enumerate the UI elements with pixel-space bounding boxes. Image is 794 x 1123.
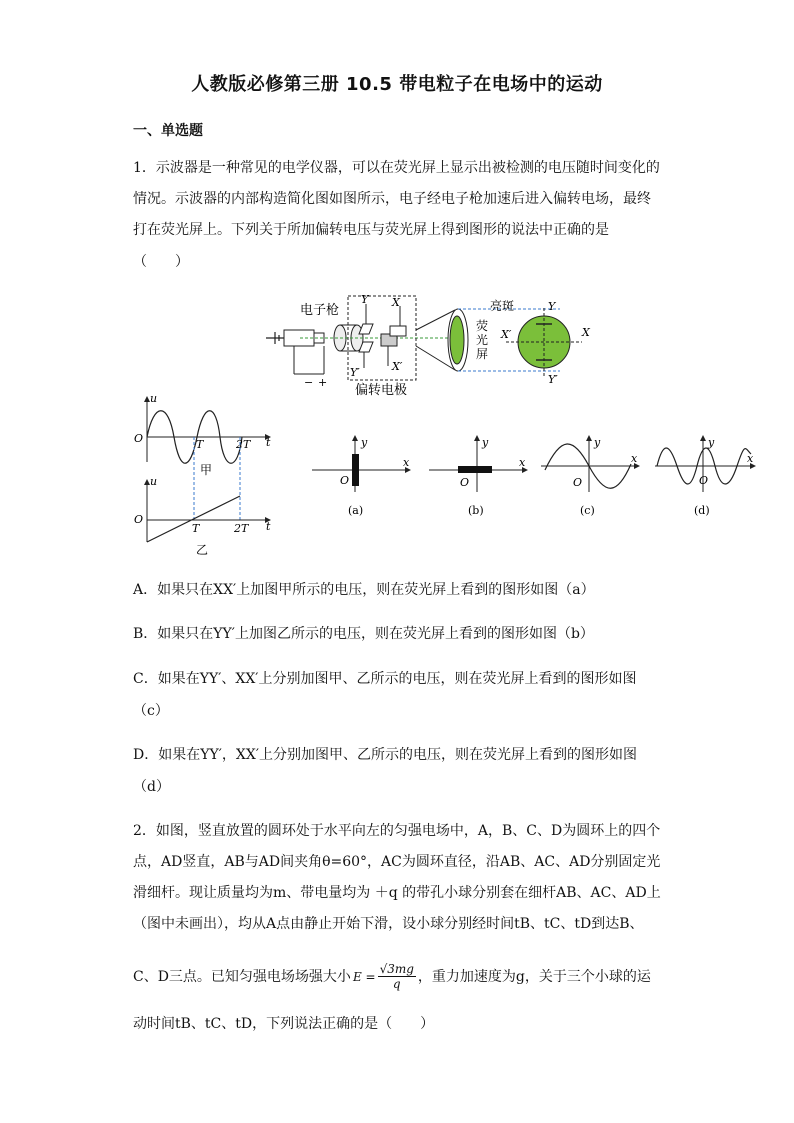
svg-text:X′: X′	[501, 328, 512, 341]
svg-text:x: x	[403, 456, 410, 469]
svg-text:X: X	[582, 326, 590, 339]
pattern-b	[429, 436, 527, 517]
option-d-cont: （d）	[133, 779, 170, 795]
q1-line-1: 1．示波器是一种常见的电学仪器，可以在荧光屏上显示出被检测的电压随时间变化的	[133, 160, 660, 176]
svg-text:O: O	[134, 513, 144, 526]
svg-text:屏: 屏	[476, 347, 489, 361]
pattern-a	[312, 436, 410, 517]
svg-text:乙: 乙	[196, 543, 209, 557]
svg-text:(d): (d)	[694, 504, 710, 517]
svg-text:t: t	[266, 436, 271, 449]
option-b[interactable]: B．如果只在YY′上加图乙所示的电压，则在荧光屏上看到的图形如图（b）	[133, 626, 594, 642]
option-c-cont: （c）	[133, 703, 169, 719]
svg-text:X: X	[392, 296, 400, 309]
svg-text:y: y	[361, 436, 368, 449]
svg-text:Y′: Y′	[350, 366, 360, 379]
spot-label: 亮斑	[490, 299, 515, 313]
svg-text:(c): (c)	[580, 504, 595, 517]
option-d[interactable]: D．如果在YY′，XX′上分别加图甲、乙所示的电压，则在荧光屏上看到的图形如图	[133, 747, 637, 763]
pattern-c	[541, 436, 639, 517]
q1-line-3: 打在荧光屏上。下列关于所加偏转电压与荧光屏上得到图形的说法中正确的是	[133, 222, 609, 238]
svg-text:u: u	[150, 475, 158, 488]
svg-text:T: T	[192, 522, 200, 535]
svg-text:y: y	[594, 436, 601, 449]
svg-text:O: O	[460, 476, 470, 489]
voltage-graphs	[130, 392, 280, 557]
svg-text:2T: 2T	[234, 522, 249, 535]
q2-line-2: 点，AD竖直，AB与AD间夹角θ=60°，AC为圆环直径，沿AB、AC、AD分别固定光	[133, 854, 661, 870]
svg-text:x: x	[519, 456, 526, 469]
svg-text:甲: 甲	[200, 463, 213, 477]
svg-text:O: O	[699, 474, 709, 487]
svg-text:y: y	[708, 436, 715, 449]
field-strength-formula: E = $\frac{√3mg}{q}$	[352, 962, 414, 991]
q1-line-2: 情况。示波器的内部构造简化图如图所示，电子经电子枪加速后进入偏转电场，最终	[133, 191, 651, 207]
q2-line-5: C、D三点。已知匀强电场场强大小 E = $\frac{√3mg}{q}$ ，重力加速度为g，关于三个小球的运	[133, 962, 651, 991]
option-c[interactable]: C．如果在YY′、XX′上分别加图甲、乙所示的电压，则在荧光屏上看到的图形如图	[133, 671, 637, 687]
q2-line-4: （图中未画出），均从A点由静止开始下滑，设小球分别经时间tB、tC、tD到达B、	[133, 916, 644, 932]
svg-text:x: x	[747, 452, 754, 465]
screen-patterns	[305, 430, 765, 525]
q2-line-3: 滑细杆。现让质量均为m、带电量均为 ＋q 的带孔小球分别套在细杆AB、AC、AD上	[133, 885, 661, 901]
option-a[interactable]: A．如果只在XX′上加图甲所示的电压，则在荧光屏上看到的图形如图（a）	[133, 582, 595, 598]
svg-text:2T: 2T	[236, 438, 251, 451]
gun-label: 电子枪	[300, 303, 340, 318]
oscilloscope-figure	[260, 290, 600, 400]
svg-text:光: 光	[476, 333, 489, 347]
svg-text:x: x	[631, 452, 638, 465]
svg-text:Y: Y	[548, 300, 556, 313]
page-title: 人教版必修第三册 10.5 带电粒子在电场中的运动	[191, 74, 603, 95]
svg-text:Y: Y	[361, 293, 369, 306]
svg-text:O: O	[573, 476, 583, 489]
svg-text:(a): (a)	[348, 504, 364, 517]
svg-text:t: t	[266, 520, 271, 533]
q2-line-6: 动时间tB、tC、tD，下列说法正确的是（ ）	[133, 1016, 435, 1032]
pattern-d	[655, 436, 755, 517]
section-heading: 一、单选题	[133, 123, 203, 139]
svg-text:X′: X′	[392, 360, 403, 373]
svg-text:O: O	[340, 474, 350, 487]
svg-text:T: T	[196, 438, 204, 451]
svg-text:u: u	[150, 392, 158, 405]
svg-text:y: y	[482, 436, 489, 449]
q1-answer-blank: （ ）	[133, 254, 189, 270]
q2-line-1: 2．如图，竖直放置的圆环处于水平向左的匀强电场中，A，B、C、D为圆环上的四个	[133, 823, 661, 839]
svg-text:Y′: Y′	[548, 373, 558, 386]
svg-text:+: +	[318, 376, 328, 389]
plates-label: 偏转电极	[355, 383, 408, 398]
svg-text:荧: 荧	[476, 319, 489, 333]
svg-text:O: O	[134, 432, 144, 445]
svg-text:(b): (b)	[468, 504, 484, 517]
svg-text:−: −	[304, 376, 314, 389]
